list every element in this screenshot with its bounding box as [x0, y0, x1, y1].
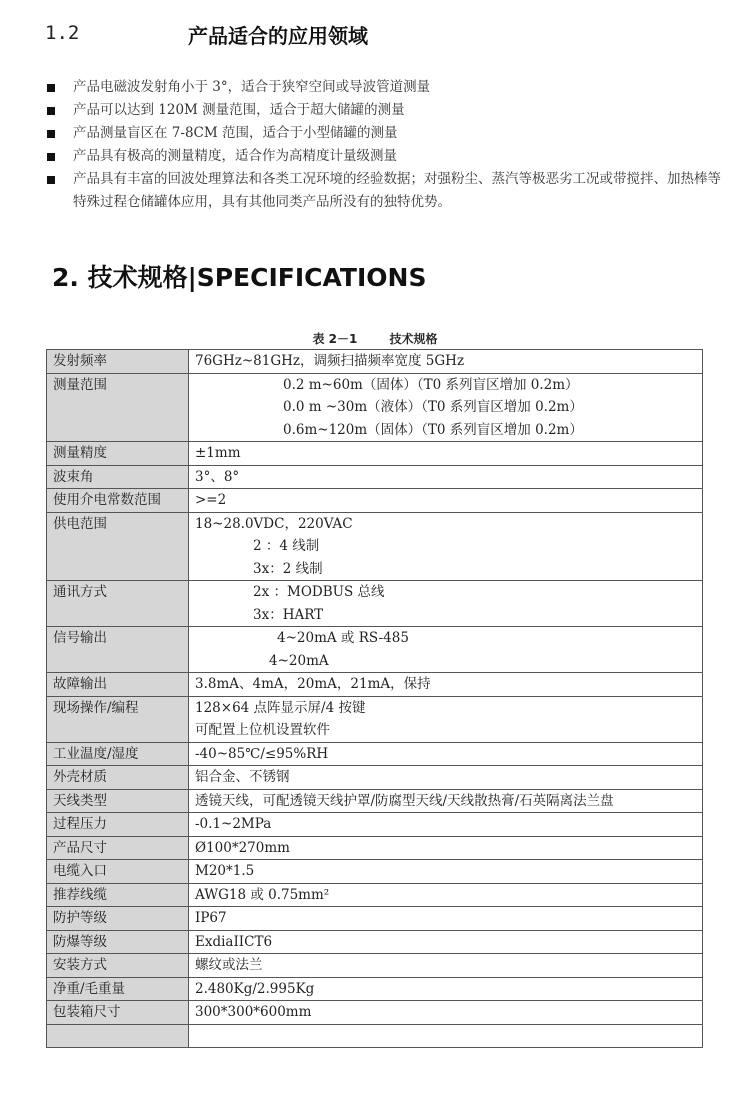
spec-label: 包装箱尺寸: [47, 1001, 189, 1025]
table-row: [47, 742, 703, 766]
table-row: [47, 836, 703, 860]
spec-value: 76GHz~81GHz，调频扫描频率宽度 5GHz: [189, 350, 703, 374]
spec-value-empty: [189, 1024, 703, 1047]
spec-value: -0.1~2MPa: [189, 813, 703, 837]
section-number: 1.2: [45, 22, 80, 44]
specifications-table: [46, 349, 703, 1048]
table-row: [47, 373, 703, 442]
square-bullet-icon: [47, 153, 55, 161]
table-row: [47, 627, 703, 673]
table-row: [47, 860, 703, 884]
spec-value: 300*300*600mm: [189, 1001, 703, 1025]
spec-value: 透镜天线，可配透镜天线护罩/防腐型天线/天线散热膏/石英隔离法兰盘: [189, 789, 703, 813]
spec-label: 外壳材质: [47, 766, 189, 790]
table-row: [47, 907, 703, 931]
spec-label: 供电范围: [47, 512, 189, 581]
table-row: [47, 465, 703, 489]
table-row: [47, 954, 703, 978]
table-row: [47, 813, 703, 837]
spec-label: 测量范围: [47, 373, 189, 442]
spec-label: 波束角: [47, 465, 189, 489]
spec-value: ExdiaIICT6: [189, 930, 703, 954]
spec-value: M20*1.5: [189, 860, 703, 884]
spec-value: IP67: [189, 907, 703, 931]
spec-label: 净重/毛重量: [47, 977, 189, 1001]
spec-value: -40~85℃/≤95%RH: [189, 742, 703, 766]
spec-label: 电缆入口: [47, 860, 189, 884]
spec-value: 螺纹或法兰: [189, 954, 703, 978]
table-row: [47, 581, 703, 627]
spec-value: 2x ：MODBUS 总线 3x：HART: [189, 581, 703, 627]
table-row: [47, 930, 703, 954]
spec-label: 过程压力: [47, 813, 189, 837]
table-row-empty: [47, 1024, 703, 1047]
feature-text: 产品可以达到 120M 测量范围，适合于超大储罐的测量: [73, 102, 405, 118]
list-item: [45, 145, 725, 168]
spec-label: 故障输出: [47, 673, 189, 697]
table-row: [47, 673, 703, 697]
feature-text: 产品具有丰富的回波处理算法和各类工况环境的经验数据；对强粉尘、蒸汽等极恶劣工况或带搅拌、加热棒等特殊过程仓储罐体应用，具有其他同类产品所没有的独特优势。: [73, 171, 721, 210]
section-title: 产品适合的应用领域: [188, 24, 368, 48]
table-row: [47, 442, 703, 466]
spec-value: ±1mm: [189, 442, 703, 466]
feature-list: [45, 76, 725, 214]
table-row: [47, 696, 703, 742]
list-item: [45, 76, 725, 99]
table-row: [47, 766, 703, 790]
spec-value: Ø100*270mm: [189, 836, 703, 860]
spec-value: 2.480Kg/2.995Kg: [189, 977, 703, 1001]
spec-label: 推荐线缆: [47, 883, 189, 907]
spec-label-empty: [47, 1024, 189, 1047]
list-item: [45, 99, 725, 122]
spec-label: 现场操作/编程: [47, 696, 189, 742]
feature-text: 产品电磁波发射角小于 3°，适合于狭窄空间或导波管道测量: [73, 79, 431, 95]
table-number: 表 2－1: [312, 332, 358, 346]
table-row: [47, 1001, 703, 1025]
spec-label: 信号输出: [47, 627, 189, 673]
square-bullet-icon: [47, 84, 55, 92]
spec-value: 3°、8°: [189, 465, 703, 489]
table-row: [47, 350, 703, 374]
spec-value: 3.8mA、4mA，20mA，21mA，保持: [189, 673, 703, 697]
spec-value: AWG18 或 0.75mm²: [189, 883, 703, 907]
spec-label: 使用介电常数范围: [47, 489, 189, 513]
spec-value: 铝合金、不锈钢: [189, 766, 703, 790]
square-bullet-icon: [47, 176, 55, 184]
spec-label: 安装方式: [47, 954, 189, 978]
table-caption: [0, 330, 750, 347]
spec-label: 防护等级: [47, 907, 189, 931]
square-bullet-icon: [47, 107, 55, 115]
table-row: [47, 789, 703, 813]
list-item: [45, 168, 725, 214]
table-row: [47, 489, 703, 513]
spec-label: 工业温度/湿度: [47, 742, 189, 766]
spec-value: 128×64 点阵显示屏/4 按键 可配置上位机设置软件: [189, 696, 703, 742]
square-bullet-icon: [47, 130, 55, 138]
feature-text: 产品具有极高的测量精度，适合作为高精度计量级测量: [73, 148, 397, 164]
spec-label: 发射频率: [47, 350, 189, 374]
spec-value: 0.2 m~60m（固体）（T0 系列盲区增加 0.2m） 0.0 m ~30m（液体）（T0 系列盲区增加 0.2m） 0.6m~120m（固体）（T0 系列盲区增加 0.2m）: [189, 373, 703, 442]
table-title: 技术规格: [389, 332, 438, 346]
table-row: [47, 512, 703, 581]
spec-value: 18~28.0VDC，220VAC 2 ：4 线制 3x：2 线制: [189, 512, 703, 581]
spec-value: 4~20mA 或 RS-485 4~20mA: [189, 627, 703, 673]
table-row: [47, 977, 703, 1001]
spec-label: 产品尺寸: [47, 836, 189, 860]
table-row: [47, 883, 703, 907]
spec-label: 通讯方式: [47, 581, 189, 627]
spec-label: 测量精度: [47, 442, 189, 466]
specifications-heading: 2. 技术规格|SPECIFICATIONS: [52, 263, 427, 292]
spec-value: >=2: [189, 489, 703, 513]
spec-label: 天线类型: [47, 789, 189, 813]
feature-text: 产品测量盲区在 7-8CM 范围，适合于小型储罐的测量: [73, 125, 398, 141]
list-item: [45, 122, 725, 145]
spec-label: 防爆等级: [47, 930, 189, 954]
